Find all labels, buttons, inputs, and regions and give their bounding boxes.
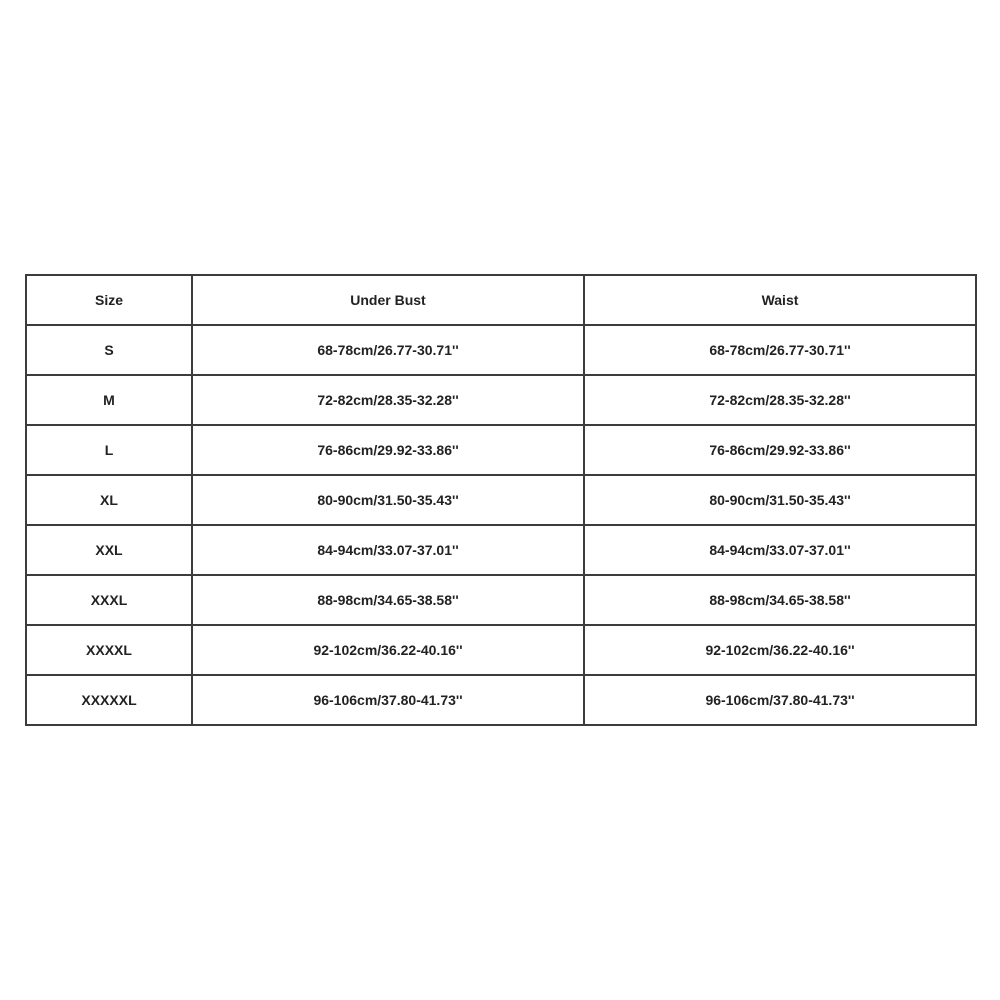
under-bust-cell: 96-106cm/37.80-41.73'': [192, 675, 584, 725]
waist-cell: 96-106cm/37.80-41.73'': [584, 675, 976, 725]
size-cell: XXXXXL: [26, 675, 192, 725]
under-bust-cell: 80-90cm/31.50-35.43'': [192, 475, 584, 525]
table-row: [26, 525, 976, 575]
size-cell: S: [26, 325, 192, 375]
waist-cell: 68-78cm/26.77-30.71'': [584, 325, 976, 375]
size-cell: XXL: [26, 525, 192, 575]
size-cell: XXXL: [26, 575, 192, 625]
size-chart-table: [25, 274, 977, 726]
waist-cell: 80-90cm/31.50-35.43'': [584, 475, 976, 525]
under-bust-cell: 92-102cm/36.22-40.16'': [192, 625, 584, 675]
under-bust-cell: 76-86cm/29.92-33.86'': [192, 425, 584, 475]
size-chart-body: [26, 275, 976, 725]
header-under-bust: Under Bust: [192, 275, 584, 325]
size-cell: L: [26, 425, 192, 475]
table-row: [26, 625, 976, 675]
under-bust-cell: 84-94cm/33.07-37.01'': [192, 525, 584, 575]
waist-cell: 88-98cm/34.65-38.58'': [584, 575, 976, 625]
waist-cell: 92-102cm/36.22-40.16'': [584, 625, 976, 675]
waist-cell: 76-86cm/29.92-33.86'': [584, 425, 976, 475]
table-row: [26, 575, 976, 625]
table-header-row: [26, 275, 976, 325]
size-cell: XL: [26, 475, 192, 525]
table-row: [26, 475, 976, 525]
size-cell: XXXXL: [26, 625, 192, 675]
table-row: [26, 675, 976, 725]
table-row: [26, 425, 976, 475]
header-waist: Waist: [584, 275, 976, 325]
header-size: Size: [26, 275, 192, 325]
under-bust-cell: 88-98cm/34.65-38.58'': [192, 575, 584, 625]
under-bust-cell: 72-82cm/28.35-32.28'': [192, 375, 584, 425]
waist-cell: 84-94cm/33.07-37.01'': [584, 525, 976, 575]
table-row: [26, 325, 976, 375]
waist-cell: 72-82cm/28.35-32.28'': [584, 375, 976, 425]
under-bust-cell: 68-78cm/26.77-30.71'': [192, 325, 584, 375]
table-row: [26, 375, 976, 425]
size-cell: M: [26, 375, 192, 425]
